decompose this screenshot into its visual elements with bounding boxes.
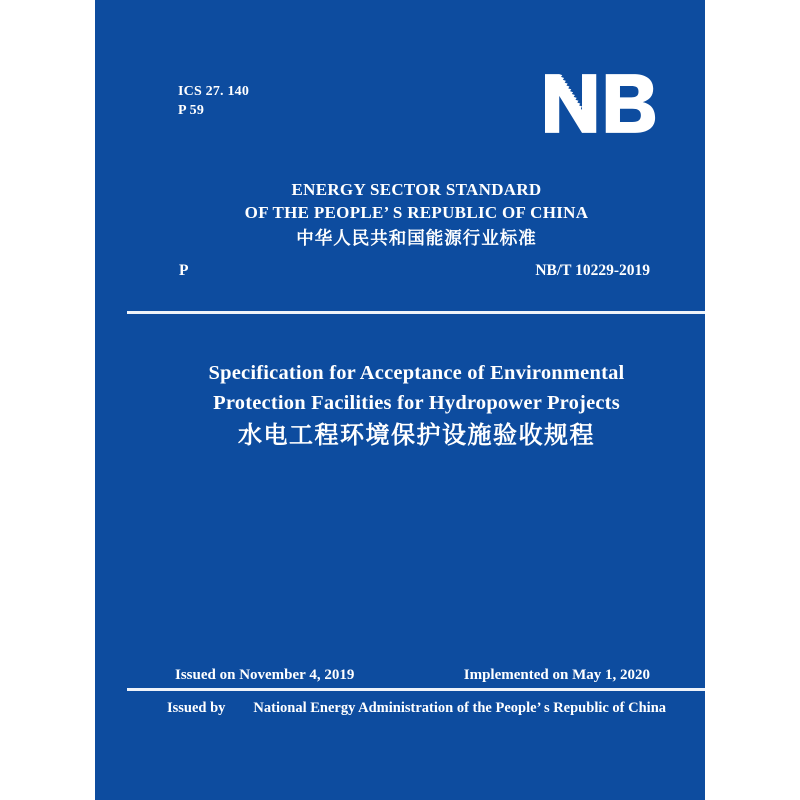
issued-by-label: Issued by	[166, 700, 226, 716]
ics-code: ICS 27. 140	[178, 84, 250, 99]
standard-name-en-line2: OF THE PEOPLE’ S REPUBLIC OF CHINA	[244, 202, 589, 222]
bottom-divider	[127, 688, 705, 691]
title-block	[128, 358, 705, 451]
dates-row	[128, 667, 705, 687]
issued-by-value: National Energy Administration of the People’ s Republic of China	[253, 700, 667, 716]
class-letter: P	[179, 262, 189, 279]
issued-on-date: Issued on November 4, 2019	[175, 667, 355, 683]
top-divider	[127, 311, 705, 314]
title-en-line2: Protection Facilities for Hydropower Projects	[213, 392, 620, 414]
standard-name-en-line1: ENERGY SECTOR STANDARD	[291, 180, 542, 199]
standard-cover	[95, 0, 705, 800]
standard-name-zh: 中华人民共和国能源行业标准	[296, 229, 537, 249]
title-zh: 水电工程环境保护设施验收规程	[238, 423, 595, 449]
standard-number: NB/T 10229-2019	[535, 262, 650, 279]
title-en-line1: Specification for Acceptance of Environmental	[208, 362, 625, 384]
standard-name-block	[128, 179, 705, 252]
doc-class-code: P 59	[178, 103, 205, 118]
implemented-on-date: Implemented on May 1, 2020	[463, 667, 650, 683]
ics-block	[178, 82, 249, 120]
nb-logo-icon	[545, 73, 657, 134]
issued-by-row	[128, 700, 705, 717]
classification-row	[128, 262, 705, 284]
